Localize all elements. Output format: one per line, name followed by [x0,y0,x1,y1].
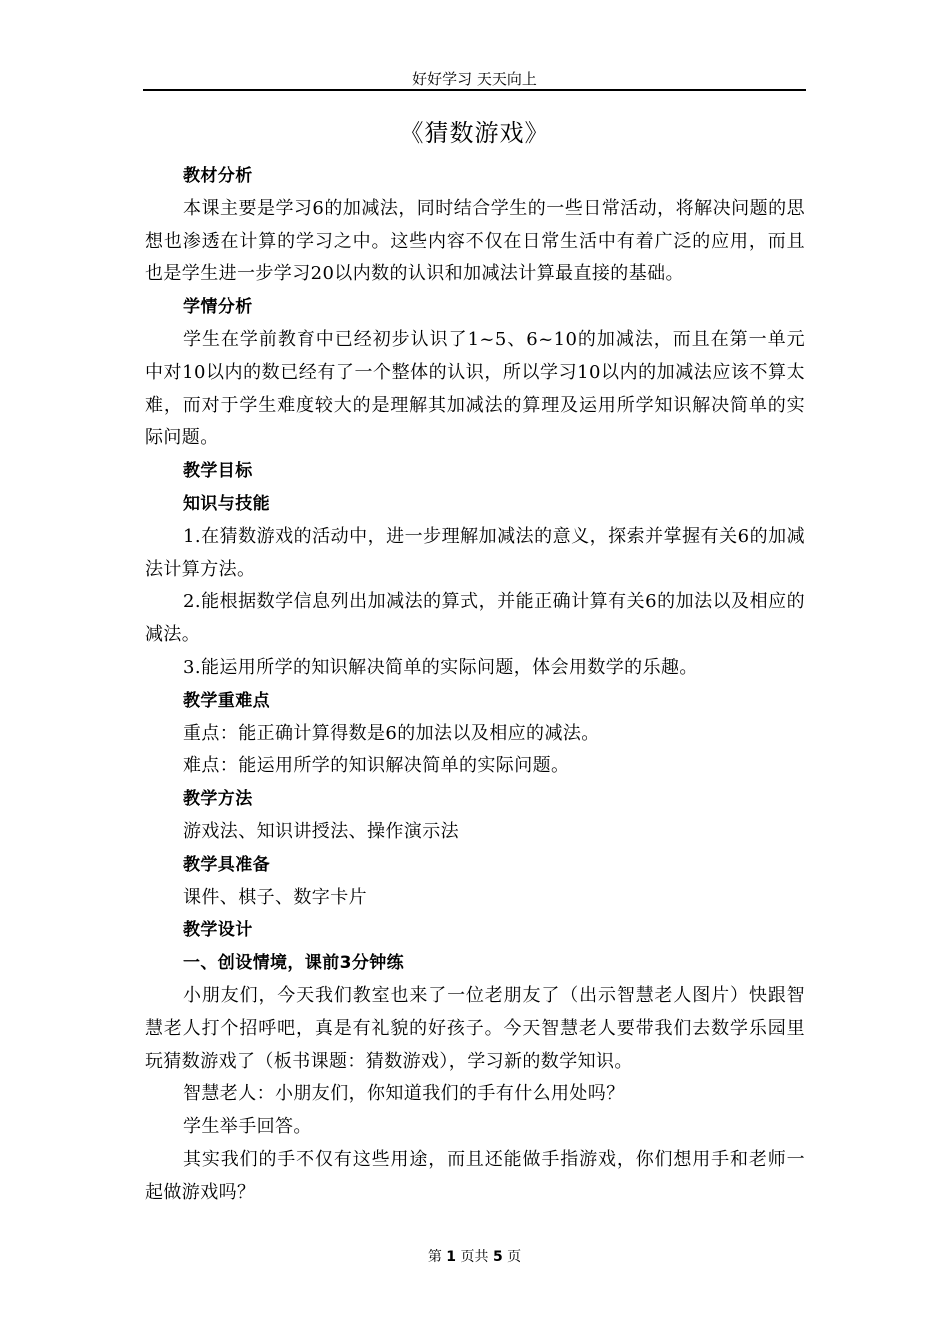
page-number: 1 [446,1249,457,1265]
document-body [145,160,805,1210]
page-header: 好好学习 天天向上 [412,70,537,88]
design-paragraph-3: 学生举手回答。 [183,1116,312,1138]
footer-suffix: 页 [507,1249,522,1265]
section-heading-design: 教学设计 [183,920,253,941]
goal-item-1: 1.在猜数游戏的活动中，进一步理解加减法的意义，探索并掌握有关6的加减法计算方法。 [145,525,805,580]
section-heading-tools: 教学具准备 [183,854,270,875]
analysis-paragraph: 本课主要是学习6的加减法，同时结合学生的一些日常活动，将解决问题的思想也渗透在计算的学习之中。这些内容不仅在日常生活中有着广泛的应用，而且也是学生进一步学习20以内数的认识和加减法计算最直接的基础。 [145,197,805,285]
section-heading-keypoints: 教学重难点 [183,690,270,711]
section-heading-analysis: 教材分析 [183,166,253,186]
footer-middle: 页共 [460,1249,489,1265]
document-title: 《猜数游戏》 [399,119,550,147]
page-total: 5 [492,1249,503,1265]
keypoint-text: 重点：能正确计算得数是6的加法以及相应的减法。 [183,722,600,744]
learner-paragraph: 学生在学前教育中已经初步认识了1~5、6~10的加减法，而且在第一单元中对10以内的数已经有了一个整体的认识，所以学习10以内的加减法应该不算太难，而对于学生难度较大的是理解其加减法的算理及运用所学知识解决简单的实际问题。 [145,328,805,449]
design-paragraph-4: 其实我们的手不仅有这些用途，而且还能做手指游戏，你们想用手和老师一起做游戏吗？ [145,1148,805,1203]
subheading-skills: 知识与技能 [183,493,270,514]
footer-prefix: 第 [427,1249,442,1265]
design-paragraph-1: 小朋友们，今天我们教室也来了一位老朋友了（出示智慧老人图片）快跟智慧老人打个招呼吧，真是有礼貌的好孩子。今天智慧老人要带我们去数学乐园里玩猜数游戏了（板书课题：猜数游戏），学习新的数学知识。 [145,984,805,1072]
page-footer [143,1248,806,1266]
methods-text: 游戏法、知识讲授法、操作演示法 [183,820,459,842]
design-paragraph-2: 智慧老人：小朋友们，你知道我们的手有什么用处吗？ [183,1083,625,1105]
difficulty-text: 难点：能运用所学的知识解决简单的实际问题。 [183,755,570,777]
header-rule [143,89,806,91]
section-heading-learner: 学情分析 [183,297,253,318]
tools-text: 课件、棋子、数字卡片 [183,886,367,908]
section-heading-methods: 教学方法 [183,789,253,810]
goal-item-2: 2.能根据数学信息列出加减法的算式，并能正确计算有关6的加法以及相应的减法。 [145,591,805,646]
goal-item-3: 3.能运用所学的知识解决简单的实际问题，体会用数学的乐趣。 [183,656,698,678]
section-heading-goals: 教学目标 [183,461,253,482]
step-heading-1: 一、创设情境，课前3分钟练 [183,953,405,974]
